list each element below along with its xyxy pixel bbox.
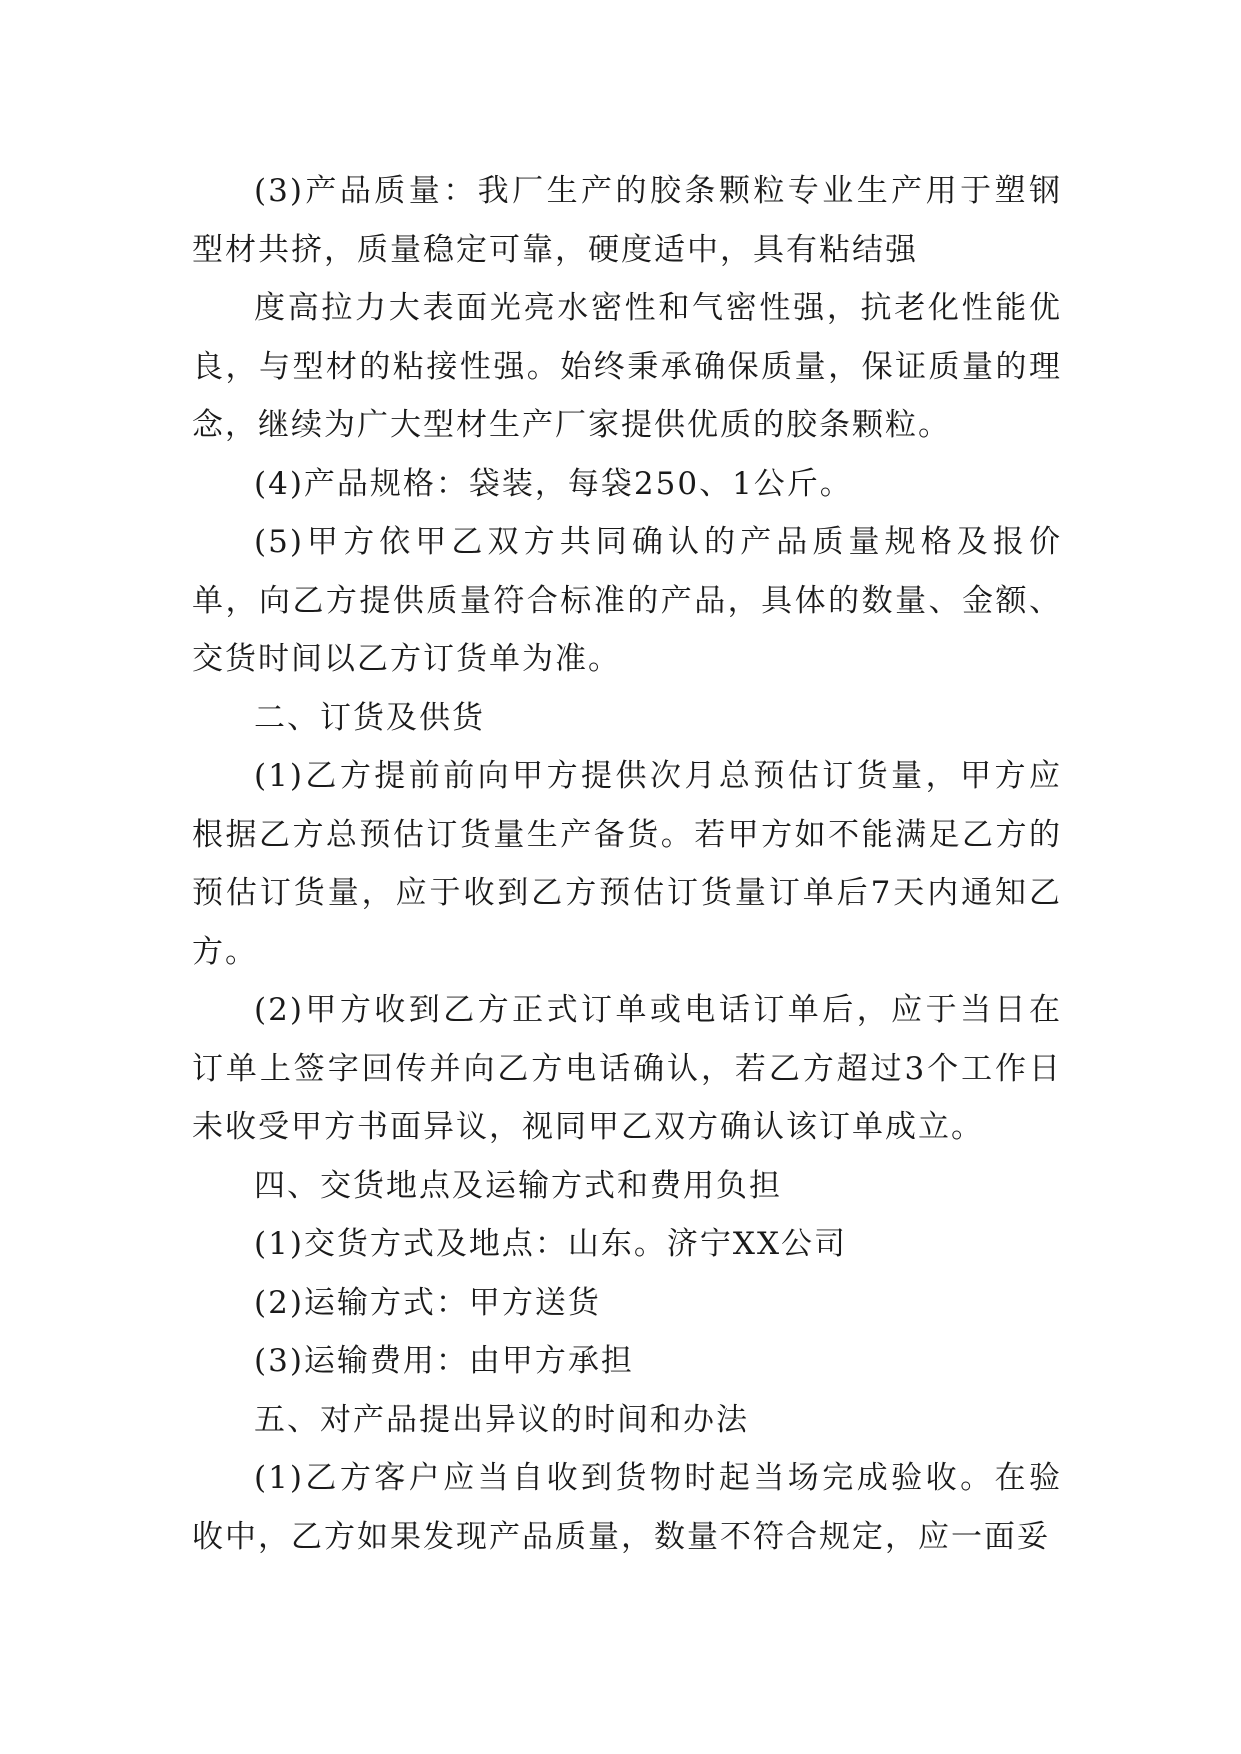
paragraph-delivery-location: (1)交货方式及地点：山东。济宁XX公司 (254, 1226, 848, 1262)
section-heading-objections: 五、对产品提出异议的时间和办法 (254, 1401, 749, 1438)
section-heading-delivery: 四、交货地点及运输方式和费用负担 (254, 1167, 782, 1204)
paragraph-transport-cost: (3)运输费用：由甲方承担 (254, 1343, 634, 1379)
paragraph-product-spec: (4)产品规格：袋装，每袋250、1公斤。 (254, 465, 853, 502)
document-body (192, 162, 1062, 1566)
paragraph-supply-terms: (5)甲方依甲乙双方共同确认的产品质量规格及报价单，向乙方提供质量符合标准的产品，具体的数量、金额、交货时间以乙方订货单为准。 (192, 524, 1062, 677)
paragraph-order-forecast: (1)乙方提前前向甲方提供次月总预估订货量，甲方应根据乙方总预估订货量生产备货。若甲方如不能满足乙方的预估订货量，应于收到乙方预估订货量订单后7天内通知乙方。 (192, 758, 1062, 970)
paragraph-product-quality: (3)产品质量：我厂生产的胶条颗粒专业生产用于塑钢型材共挤，质量稳定可靠，硬度适中，具有粘结强 (192, 173, 1062, 268)
paragraph-transport-method: (2)运输方式：甲方送货 (254, 1284, 601, 1321)
paragraph-inspection: (1)乙方客户应当自收到货物时起当场完成验收。在验收中，乙方如果发现产品质量，数量不符合规定，应一面妥 (192, 1460, 1062, 1555)
paragraph-order-confirmation: (2)甲方收到乙方正式订单或电话订单后，应于当日在订单上签字回传并向乙方电话确认，若乙方超过3个工作日未收受甲方书面异议，视同甲乙双方确认该订单成立。 (192, 992, 1062, 1145)
section-heading-ordering: 二、订货及供货 (254, 699, 485, 736)
paragraph-quality-continued: 度高拉力大表面光亮水密性和气密性强，抗老化性能优良，与型材的粘接性强。始终秉承确保质量，保证质量的理念，继续为广大型材生产厂家提供优质的胶条颗粒。 (192, 290, 1062, 443)
